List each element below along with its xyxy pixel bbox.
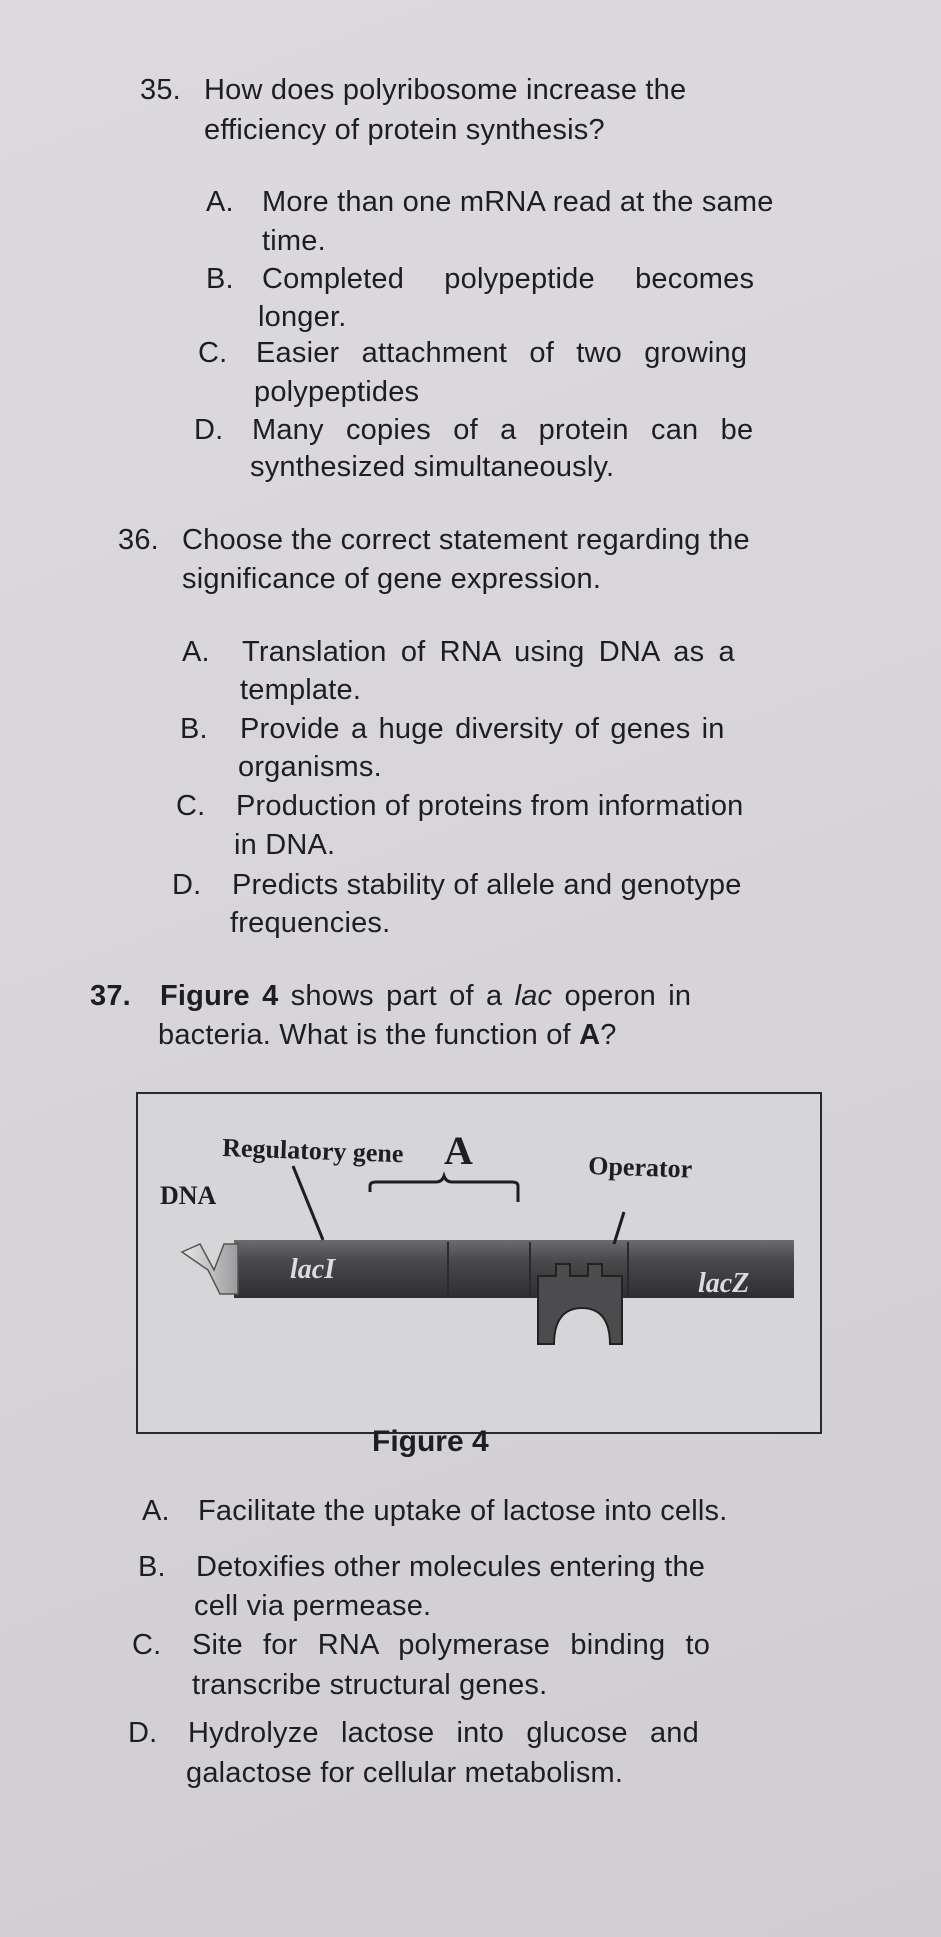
q37-stem-line-2 bbox=[158, 1016, 617, 1054]
q37-option-c-text-1: Site for RNA polymerase binding to bbox=[192, 1629, 711, 1661]
q35-option-d-text-1: Many copies of a protein can be bbox=[252, 414, 754, 446]
q35-number: 35. bbox=[140, 74, 181, 106]
label-a: A bbox=[444, 1128, 473, 1173]
q37-option-c-letter: C. bbox=[132, 1629, 162, 1661]
q36-option-b-letter: B. bbox=[180, 713, 208, 745]
q37-stem-rest: operon in bbox=[552, 980, 692, 1012]
q37-option-d-text-2: galactose for cellular metabolism. bbox=[186, 1757, 624, 1789]
q37-number-text: 37. bbox=[90, 980, 131, 1012]
repressor-protein bbox=[538, 1264, 622, 1344]
q37-figure-ref: Figure 4 bbox=[160, 980, 279, 1012]
figure-caption: Figure 4 bbox=[372, 1425, 489, 1458]
q35-option-b-letter: B. bbox=[206, 263, 234, 295]
q36-option-d-letter: D. bbox=[172, 869, 202, 901]
q37-option-b-letter: B. bbox=[138, 1551, 166, 1583]
q37-stem-line-1 bbox=[160, 977, 691, 1015]
q37-stem-line2-post: ? bbox=[600, 1019, 617, 1051]
q37-option-b-text-1: Detoxifies other molecules entering the bbox=[196, 1551, 706, 1583]
q37-stem-mid: shows part of a bbox=[278, 980, 515, 1012]
q37-stem-line2-bold: A bbox=[579, 1019, 601, 1051]
q35-stem-line-1 bbox=[204, 71, 834, 109]
q35-option-a-text-2: time. bbox=[262, 225, 326, 257]
q37-option-d-letter: D. bbox=[128, 1717, 158, 1749]
q36-option-a-text-1: Translation of RNA using DNA as a bbox=[242, 636, 735, 668]
q37-stem-italic: lac bbox=[514, 980, 553, 1012]
q36-option-d-text-1: Predicts stability of allele and genotype bbox=[232, 869, 742, 901]
q37-option-b-text-2: cell via permease. bbox=[194, 1590, 432, 1622]
q36-option-c-text-1: Production of proteins from information bbox=[236, 790, 744, 822]
q36-number: 36. bbox=[118, 524, 159, 556]
q35-option-a-text-1: More than one mRNA read at the same bbox=[262, 186, 774, 218]
q35-option-d-letter: D. bbox=[194, 414, 224, 446]
q37-option-a-text-1: Facilitate the uptake of lactose into cells. bbox=[198, 1495, 728, 1527]
q36-option-a-text-2: template. bbox=[240, 674, 362, 706]
q36-option-d-text-2: frequencies. bbox=[230, 907, 391, 939]
q36-option-b-text-2: organisms. bbox=[238, 751, 382, 783]
q35-option-c-text-2: polypeptides bbox=[254, 376, 420, 408]
label-lacz: lacZ bbox=[698, 1268, 750, 1299]
q35-option-c-text-1: Easier attachment of two growing bbox=[256, 337, 748, 369]
q35-stem-line-2: efficiency of protein synthesis? bbox=[204, 114, 605, 146]
q37-option-a-letter: A. bbox=[142, 1495, 170, 1527]
q37-stem-line2-pre: bacteria. What is the function of bbox=[158, 1019, 580, 1051]
bracket-a bbox=[370, 1176, 518, 1202]
q36-stem-line-2: significance of gene expression. bbox=[182, 563, 602, 595]
label-regulatory-gene: Regulatory gene bbox=[221, 1133, 404, 1169]
regulatory-gene-pointer bbox=[293, 1166, 323, 1240]
q35-option-b-text-2: longer. bbox=[258, 301, 347, 333]
label-operator: Operator bbox=[587, 1151, 693, 1184]
q36-option-a-letter: A. bbox=[182, 636, 210, 668]
q36-option-c-text-2: in DNA. bbox=[234, 829, 336, 861]
label-laci: lacI bbox=[290, 1254, 336, 1285]
q35-option-d-text-2: synthesized simultaneously. bbox=[250, 451, 615, 483]
q35-option-c-letter: C. bbox=[198, 337, 228, 369]
q37-option-c-text-2: transcribe structural genes. bbox=[192, 1669, 548, 1701]
lac-operon-diagram bbox=[138, 1094, 820, 1432]
dna-cut-end bbox=[182, 1244, 238, 1294]
q36-option-c-letter: C. bbox=[176, 790, 206, 822]
q37-option-d-text-1: Hydrolyze lactose into glucose and bbox=[188, 1717, 699, 1749]
label-dna: DNA bbox=[160, 1181, 217, 1210]
q36-stem-line-1: Choose the correct statement regarding the bbox=[182, 524, 750, 556]
q36-option-b-text-1: Provide a huge diversity of genes in bbox=[240, 713, 725, 745]
operator-pointer bbox=[614, 1212, 624, 1244]
q35-stem-text-1: How does polyribosome increase the bbox=[204, 74, 687, 106]
q37-number bbox=[90, 977, 131, 1015]
figure-4-box bbox=[136, 1092, 822, 1434]
q35-option-b-text-1: Completed polypeptide becomes bbox=[262, 263, 755, 295]
q35-option-a-letter: A. bbox=[206, 186, 234, 218]
